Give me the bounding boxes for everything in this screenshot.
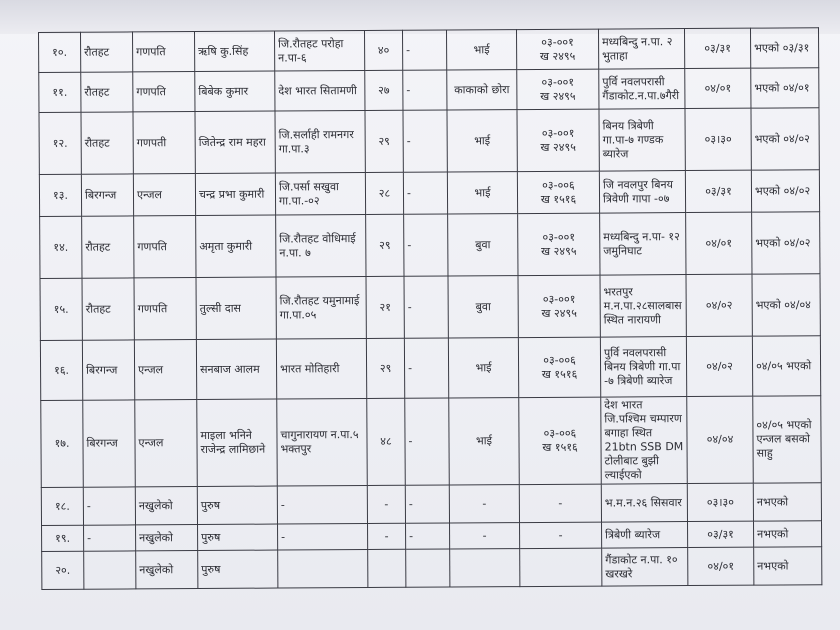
dash-cell: -: [404, 276, 448, 338]
phone-line-2: ख १५१६: [542, 440, 578, 454]
relation-cell: -: [449, 485, 519, 523]
phone-line-1: ०३-००१: [542, 230, 576, 244]
address-cell: चागुनारायण न.पा.५ भक्तपुर: [277, 398, 368, 486]
relation-cell: भाई: [447, 172, 517, 214]
date-cell: ०३/३१: [684, 28, 750, 68]
records-table: [38, 27, 822, 590]
location-cell: भ.म.न.२६ सिसवार: [601, 484, 687, 523]
location-cell: देश भारत जि.पश्चिम चम्पारण बगाहा स्थित 21btn SSB DM टोलीबाट बुझी ल्याईएको: [601, 397, 688, 485]
name-cell: बिबेक कुमार: [195, 71, 275, 111]
status-cell: भएको ०४/०१: [751, 68, 819, 108]
address-cell: देश भारत सितामणी: [275, 71, 365, 112]
phone-cell: [518, 337, 600, 397]
address-cell: जि.सर्लाही रामनगर गा.पा.३: [275, 111, 365, 174]
name-cell: तुल्सी दास: [196, 277, 276, 339]
status-cell: नभएको: [754, 521, 822, 547]
office-cell: बिरगन्ज: [82, 340, 134, 400]
office-cell: -: [83, 487, 135, 525]
age-cell: २९: [366, 338, 404, 398]
dash-cell: [406, 549, 450, 587]
unit-cell: नखुलेको: [136, 525, 198, 551]
phone-line-2: ख १५१६: [541, 367, 578, 381]
age-cell: २८: [365, 172, 403, 214]
serial-number: १३.: [39, 174, 81, 216]
name-cell: चन्द्र प्रभा कुमारी: [195, 173, 275, 215]
phone-cell: -: [520, 522, 602, 549]
status-cell: भएको ०४/०४: [752, 274, 820, 336]
phone-line-1: ०३-००१: [541, 75, 575, 89]
date-cell: ०३।३०: [687, 483, 753, 521]
serial-number: १६.: [40, 340, 82, 400]
location-cell: जि नवलपुर बिनय त्रिवेणी गापा -०७: [599, 171, 685, 214]
serial-number: २०.: [42, 551, 84, 589]
name-cell: पुरुष: [197, 486, 277, 524]
age-cell: [368, 549, 406, 587]
age-cell: ४८: [367, 398, 406, 485]
serial-number: १७.: [41, 400, 84, 487]
age-cell: २७: [365, 70, 403, 110]
phone-line-2: ख २४९५: [540, 140, 576, 154]
dash-cell: -: [404, 338, 448, 398]
status-cell: भएको ०४/०२: [751, 170, 819, 212]
table-row: [40, 274, 820, 341]
dash-cell: -: [406, 523, 450, 549]
address-cell: भारत मोतिहारी: [276, 338, 366, 399]
date-cell: ०४/०२: [686, 274, 752, 336]
address-cell: जि.रौतहट यमुनामाई गा.पा.०५: [276, 277, 366, 340]
date-cell: ०३/३१: [685, 170, 751, 212]
status-cell: ०४/०५ भएको एन्जल बसको साहु: [753, 396, 822, 483]
age-cell: -: [368, 523, 406, 549]
status-cell: भएको ०३/३१: [750, 28, 818, 68]
date-cell: ०४/०१: [688, 547, 754, 585]
status-cell: भएको ०४/०२: [751, 108, 819, 170]
table-row: [41, 483, 821, 526]
name-cell: जितेन्द्र राम महरा: [195, 111, 275, 173]
dash-cell: -: [403, 110, 447, 172]
phone-line-2: ख २४९५: [539, 49, 576, 63]
date-cell: ०३/३१: [688, 521, 754, 547]
office-cell: रौतहट: [81, 112, 133, 174]
location-cell: मध्यबिन्दु न.पा- १२ जमुनिघाट: [600, 213, 686, 276]
name-cell: पुरुष: [198, 550, 278, 588]
unit-cell: नखुलेको: [135, 487, 197, 525]
dash-cell: -: [405, 398, 450, 485]
serial-number: १५.: [40, 278, 82, 340]
table-row: [39, 68, 819, 113]
relation-cell: भाई: [447, 110, 517, 172]
location-cell: बिनय त्रिबेणी गा.पा-७ गण्डक ब्यारेज: [599, 109, 685, 172]
phone-cell: [519, 397, 602, 484]
phone-cell: [517, 69, 599, 110]
relation-cell: काकाको छोरा: [447, 70, 517, 110]
address-cell: -: [277, 485, 367, 524]
unit-cell: गणपति: [134, 278, 196, 340]
office-cell: [84, 551, 136, 589]
address-cell: जि.पर्सा सखुवा गा.पा.-०२: [275, 173, 365, 216]
location-cell: पुर्वि नवलपरासी बिनय त्रिबेणी गा.पा -७ त्रिबेणी ब्यारेज: [600, 337, 686, 398]
address-cell: जि.रौतहट वोधिमाई न.पा. ७: [276, 215, 366, 278]
relation-cell: भाई: [448, 338, 518, 398]
serial-number: १०.: [39, 32, 81, 72]
address-cell: -: [278, 523, 368, 550]
status-cell: नभएको: [753, 483, 821, 521]
office-cell: रौतहट: [82, 278, 134, 340]
relation-cell: भाई: [446, 30, 516, 70]
office-cell: बिरगन्ज: [83, 400, 136, 487]
serial-number: ११.: [39, 72, 81, 112]
phone-cell: [516, 29, 598, 70]
unit-cell: एन्जल: [133, 174, 195, 216]
status-cell: ०४/०५ भएको: [752, 336, 820, 396]
date-cell: ०४/०१: [686, 212, 752, 274]
phone-line-1: ०३-००६: [542, 178, 575, 192]
location-cell: भरतपुर म.न.पा.२८सालबास स्थित नारायणी: [600, 275, 686, 338]
date-cell: ०३।३०: [685, 108, 751, 170]
name-cell: माइला भनिने राजेन्द्र लामिछाने: [197, 399, 278, 486]
serial-number: १२.: [39, 112, 81, 174]
serial-number: १४.: [40, 216, 82, 278]
phone-line-2: ख २४९५: [540, 89, 576, 103]
table-row: [39, 170, 819, 217]
phone-line-2: ख २४९५: [541, 306, 577, 320]
phone-cell: [520, 548, 602, 587]
date-cell: ०४/०२: [686, 336, 752, 396]
unit-cell: गणपती: [133, 112, 195, 174]
name-cell: सनबाज आलम: [196, 339, 276, 399]
date-cell: ०४/०१: [685, 68, 751, 108]
location-cell: मध्यबिन्दु न.पा. २ भुताहा: [598, 29, 684, 70]
table-row: [39, 108, 819, 175]
dash-cell: -: [404, 214, 448, 276]
status-cell: भएको ०४/०२: [752, 212, 820, 274]
table-row: [41, 396, 822, 488]
phone-cell: -: [519, 484, 601, 523]
name-cell: अमृता कुमारी: [196, 215, 276, 277]
phone-line-1: ०३-००१: [541, 126, 575, 140]
age-cell: २९: [366, 214, 404, 276]
phone-line-1: ०३-००१: [541, 35, 574, 49]
location-cell: गैंडाकोट न.पा. १० खरखरे: [602, 548, 688, 587]
phone-cell: [517, 109, 599, 171]
unit-cell: गणपति: [133, 72, 195, 112]
relation-cell: [450, 549, 520, 587]
phone-line-2: ख २४९५: [541, 244, 577, 258]
dash-cell: -: [403, 172, 447, 214]
table-row: [39, 28, 819, 73]
office-cell: -: [84, 525, 136, 551]
table-row: [40, 212, 820, 279]
address-cell: [278, 549, 368, 588]
table-row: [40, 336, 820, 401]
location-cell: पुर्वि नवलपरासी गैंडाकोट.न.पा.७गैरी: [599, 69, 685, 110]
dash-cell: -: [403, 70, 447, 110]
location-cell: त्रिबेणी ब्यारेज: [602, 522, 688, 549]
dash-cell: -: [402, 30, 446, 70]
unit-cell: गणपति: [134, 216, 196, 278]
age-cell: -: [367, 485, 405, 523]
unit-cell: गणपति: [133, 32, 195, 72]
relation-cell: -: [450, 523, 520, 549]
office-cell: बिरगन्ज: [81, 174, 133, 216]
unit-cell: एन्जल: [135, 400, 198, 487]
relation-cell: बुवा: [448, 214, 518, 276]
phone-cell: [518, 213, 600, 275]
unit-cell: एन्जल: [134, 340, 196, 400]
phone-line-1: ०३-००१: [542, 292, 576, 306]
office-cell: रौतहट: [81, 72, 133, 112]
unit-cell: नखुलेको: [136, 551, 198, 589]
dash-cell: -: [405, 485, 449, 523]
office-cell: रौतहट: [82, 216, 134, 278]
name-cell: ऋषि कु.सिंह: [195, 31, 275, 71]
serial-number: १८.: [41, 487, 83, 525]
name-cell: पुरुष: [198, 524, 278, 550]
status-cell: नभएको: [754, 547, 822, 585]
serial-number: १९.: [42, 525, 84, 551]
age-cell: २९: [365, 110, 403, 172]
phone-line-2: ख १५१६: [540, 192, 577, 206]
age-cell: २१: [366, 276, 404, 338]
phone-cell: [518, 275, 600, 337]
age-cell: ४०: [364, 30, 402, 70]
address-cell: जि.रौतहट परोहा न.पा-६: [274, 31, 364, 72]
phone-line-1: ०३-००६: [543, 353, 576, 367]
date-cell: ०४/०४: [687, 396, 754, 483]
phone-line-1: ०३-००६: [543, 426, 577, 440]
relation-cell: बुवा: [448, 276, 518, 338]
office-cell: रौतहट: [81, 32, 133, 72]
table-row: [42, 547, 822, 590]
relation-cell: भाई: [449, 398, 520, 485]
phone-cell: [517, 171, 599, 214]
